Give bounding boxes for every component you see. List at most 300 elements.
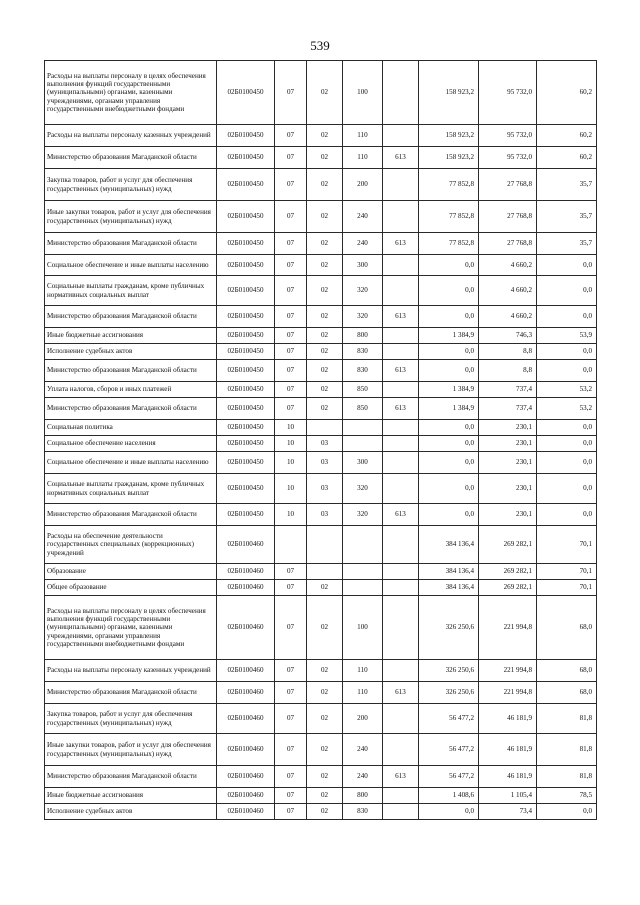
cell-admin bbox=[383, 255, 419, 276]
cell-subsection bbox=[307, 420, 343, 436]
cell-fact: 8,8 bbox=[479, 344, 537, 360]
cell-expense-type: 850 bbox=[343, 382, 383, 398]
cell-name: Образование bbox=[45, 564, 217, 580]
cell-expense-type: 200 bbox=[343, 704, 383, 734]
cell-admin bbox=[383, 474, 419, 504]
cell-percent: 0,0 bbox=[537, 276, 597, 306]
cell-fact: 221 994,8 bbox=[479, 660, 537, 682]
cell-fact: 46 181,9 bbox=[479, 734, 537, 766]
cell-subsection: 03 bbox=[307, 504, 343, 526]
table-row bbox=[45, 436, 597, 452]
cell-fact: 269 282,1 bbox=[479, 564, 537, 580]
cell-expense-type bbox=[343, 526, 383, 564]
cell-plan: 0,0 bbox=[419, 504, 479, 526]
cell-name: Расходы на обеспечение деятельности государственных специальных (коррекционных) учреждений bbox=[45, 526, 217, 564]
cell-admin: 613 bbox=[383, 682, 419, 704]
table-row bbox=[45, 580, 597, 596]
cell-code: 02Б0100450 bbox=[217, 398, 275, 420]
cell-expense-type: 320 bbox=[343, 504, 383, 526]
cell-admin bbox=[383, 420, 419, 436]
cell-percent: 35,7 bbox=[537, 233, 597, 255]
cell-expense-type: 200 bbox=[343, 169, 383, 201]
cell-admin bbox=[383, 201, 419, 233]
cell-name: Министерство образования Магаданской области bbox=[45, 360, 217, 382]
cell-section: 07 bbox=[275, 788, 307, 804]
cell-expense-type: 830 bbox=[343, 804, 383, 820]
cell-subsection: 02 bbox=[307, 233, 343, 255]
cell-percent: 0,0 bbox=[537, 344, 597, 360]
cell-section: 10 bbox=[275, 420, 307, 436]
cell-expense-type: 830 bbox=[343, 360, 383, 382]
cell-section: 07 bbox=[275, 201, 307, 233]
cell-admin bbox=[383, 804, 419, 820]
cell-subsection: 03 bbox=[307, 436, 343, 452]
cell-code: 02Б0100450 bbox=[217, 147, 275, 169]
cell-section: 07 bbox=[275, 276, 307, 306]
cell-fact: 73,4 bbox=[479, 804, 537, 820]
cell-admin bbox=[383, 526, 419, 564]
cell-section: 07 bbox=[275, 766, 307, 788]
cell-name: Министерство образования Магаданской области bbox=[45, 682, 217, 704]
cell-fact: 221 994,8 bbox=[479, 682, 537, 704]
cell-section: 07 bbox=[275, 344, 307, 360]
cell-section: 07 bbox=[275, 704, 307, 734]
cell-section: 07 bbox=[275, 580, 307, 596]
cell-code: 02Б0100450 bbox=[217, 276, 275, 306]
cell-plan: 384 136,4 bbox=[419, 580, 479, 596]
cell-subsection: 02 bbox=[307, 255, 343, 276]
cell-subsection: 02 bbox=[307, 804, 343, 820]
cell-name: Министерство образования Магаданской области bbox=[45, 766, 217, 788]
cell-expense-type bbox=[343, 420, 383, 436]
cell-expense-type bbox=[343, 580, 383, 596]
cell-code: 02Б0100450 bbox=[217, 420, 275, 436]
cell-subsection: 02 bbox=[307, 328, 343, 344]
cell-admin bbox=[383, 125, 419, 147]
page-number: 539 bbox=[310, 38, 330, 53]
cell-fact: 4 660,2 bbox=[479, 255, 537, 276]
cell-fact: 737,4 bbox=[479, 398, 537, 420]
cell-section: 07 bbox=[275, 125, 307, 147]
cell-fact: 269 282,1 bbox=[479, 580, 537, 596]
cell-name: Социальные выплаты гражданам, кроме публичных нормативных социальных выплат bbox=[45, 474, 217, 504]
cell-subsection: 02 bbox=[307, 276, 343, 306]
cell-name: Общее образование bbox=[45, 580, 217, 596]
cell-percent: 0,0 bbox=[537, 804, 597, 820]
cell-plan: 0,0 bbox=[419, 276, 479, 306]
cell-code: 02Б0100450 bbox=[217, 306, 275, 328]
cell-code: 02Б0100450 bbox=[217, 201, 275, 233]
cell-percent: 81,8 bbox=[537, 766, 597, 788]
cell-expense-type: 240 bbox=[343, 201, 383, 233]
cell-fact: 95 732,0 bbox=[479, 61, 537, 125]
cell-percent: 0,0 bbox=[537, 436, 597, 452]
cell-name: Исполнение судебных актов bbox=[45, 804, 217, 820]
cell-section: 07 bbox=[275, 61, 307, 125]
cell-code: 02Б0100450 bbox=[217, 328, 275, 344]
cell-plan: 0,0 bbox=[419, 360, 479, 382]
cell-expense-type: 320 bbox=[343, 474, 383, 504]
cell-subsection: 02 bbox=[307, 734, 343, 766]
cell-name: Уплата налогов, сборов и иных платежей bbox=[45, 382, 217, 398]
cell-expense-type: 240 bbox=[343, 766, 383, 788]
cell-fact: 230,1 bbox=[479, 504, 537, 526]
cell-fact: 46 181,9 bbox=[479, 766, 537, 788]
cell-expense-type: 300 bbox=[343, 255, 383, 276]
cell-fact: 4 660,2 bbox=[479, 306, 537, 328]
cell-admin: 613 bbox=[383, 504, 419, 526]
cell-subsection: 02 bbox=[307, 788, 343, 804]
cell-expense-type: 110 bbox=[343, 660, 383, 682]
cell-name: Министерство образования Магаданской области bbox=[45, 147, 217, 169]
cell-admin: 613 bbox=[383, 147, 419, 169]
cell-plan: 158 923,2 bbox=[419, 147, 479, 169]
cell-code: 02Б0100460 bbox=[217, 564, 275, 580]
cell-subsection bbox=[307, 564, 343, 580]
cell-expense-type: 110 bbox=[343, 125, 383, 147]
table-row bbox=[45, 452, 597, 474]
cell-plan: 326 250,6 bbox=[419, 682, 479, 704]
cell-name: Иные бюджетные ассигнования bbox=[45, 788, 217, 804]
cell-plan: 0,0 bbox=[419, 420, 479, 436]
cell-percent: 70,1 bbox=[537, 580, 597, 596]
cell-percent: 68,0 bbox=[537, 682, 597, 704]
cell-name: Социальная политика bbox=[45, 420, 217, 436]
cell-plan: 56 477,2 bbox=[419, 734, 479, 766]
cell-name: Исполнение судебных актов bbox=[45, 344, 217, 360]
cell-name: Закупка товаров, работ и услуг для обеспечения государственных (муниципальных) нужд bbox=[45, 169, 217, 201]
cell-section: 07 bbox=[275, 233, 307, 255]
cell-code: 02Б0100450 bbox=[217, 474, 275, 504]
cell-section: 07 bbox=[275, 169, 307, 201]
cell-percent: 81,8 bbox=[537, 704, 597, 734]
cell-section: 07 bbox=[275, 660, 307, 682]
cell-section: 07 bbox=[275, 328, 307, 344]
cell-percent: 0,0 bbox=[537, 504, 597, 526]
cell-section: 07 bbox=[275, 382, 307, 398]
cell-expense-type: 240 bbox=[343, 734, 383, 766]
cell-expense-type: 800 bbox=[343, 788, 383, 804]
cell-subsection: 02 bbox=[307, 398, 343, 420]
cell-fact: 221 994,8 bbox=[479, 596, 537, 660]
table-row bbox=[45, 766, 597, 788]
cell-plan: 326 250,6 bbox=[419, 660, 479, 682]
cell-plan: 1 384,9 bbox=[419, 382, 479, 398]
cell-admin bbox=[383, 596, 419, 660]
table-row bbox=[45, 420, 597, 436]
cell-name: Расходы на выплаты персоналу в целях обеспечения выполнения функций государственными (муниципальными) органами, казенными учреждениями, органами управления государственными внебюджетными фондами bbox=[45, 596, 217, 660]
cell-section: 10 bbox=[275, 504, 307, 526]
table-row bbox=[45, 382, 597, 398]
cell-admin bbox=[383, 660, 419, 682]
cell-code: 02Б0100460 bbox=[217, 660, 275, 682]
cell-section: 07 bbox=[275, 398, 307, 420]
table-row bbox=[45, 328, 597, 344]
cell-admin: 613 bbox=[383, 233, 419, 255]
cell-subsection: 02 bbox=[307, 596, 343, 660]
cell-percent: 0,0 bbox=[537, 452, 597, 474]
cell-code: 02Б0100450 bbox=[217, 344, 275, 360]
cell-section: 07 bbox=[275, 596, 307, 660]
cell-fact: 1 105,4 bbox=[479, 788, 537, 804]
cell-fact: 269 282,1 bbox=[479, 526, 537, 564]
cell-admin bbox=[383, 344, 419, 360]
cell-fact: 27 768,8 bbox=[479, 169, 537, 201]
cell-percent: 60,2 bbox=[537, 61, 597, 125]
cell-fact: 46 181,9 bbox=[479, 704, 537, 734]
cell-percent: 35,7 bbox=[537, 201, 597, 233]
table-row bbox=[45, 504, 597, 526]
cell-code: 02Б0100450 bbox=[217, 382, 275, 398]
table-row bbox=[45, 804, 597, 820]
cell-admin: 613 bbox=[383, 360, 419, 382]
cell-section: 07 bbox=[275, 804, 307, 820]
table-row bbox=[45, 564, 597, 580]
cell-code: 02Б0100460 bbox=[217, 766, 275, 788]
cell-name: Иные закупки товаров, работ и услуг для обеспечения государственных (муниципальных) нужд bbox=[45, 734, 217, 766]
cell-section: 07 bbox=[275, 734, 307, 766]
cell-subsection: 02 bbox=[307, 125, 343, 147]
table-row bbox=[45, 474, 597, 504]
table-row bbox=[45, 596, 597, 660]
table-row bbox=[45, 344, 597, 360]
table-row bbox=[45, 255, 597, 276]
cell-admin bbox=[383, 382, 419, 398]
table-row bbox=[45, 682, 597, 704]
cell-fact: 95 732,0 bbox=[479, 125, 537, 147]
cell-admin bbox=[383, 328, 419, 344]
cell-subsection: 02 bbox=[307, 360, 343, 382]
cell-subsection: 02 bbox=[307, 201, 343, 233]
cell-plan: 384 136,4 bbox=[419, 526, 479, 564]
cell-subsection: 03 bbox=[307, 474, 343, 504]
cell-percent: 35,7 bbox=[537, 169, 597, 201]
cell-name: Социальные выплаты гражданам, кроме публичных нормативных социальных выплат bbox=[45, 276, 217, 306]
cell-plan: 56 477,2 bbox=[419, 766, 479, 788]
cell-percent: 0,0 bbox=[537, 474, 597, 504]
cell-expense-type bbox=[343, 564, 383, 580]
cell-section: 10 bbox=[275, 436, 307, 452]
cell-subsection: 02 bbox=[307, 306, 343, 328]
cell-percent: 81,8 bbox=[537, 734, 597, 766]
cell-code: 02Б0100450 bbox=[217, 436, 275, 452]
table-row bbox=[45, 788, 597, 804]
table-row bbox=[45, 660, 597, 682]
cell-admin: 613 bbox=[383, 766, 419, 788]
table-row bbox=[45, 360, 597, 382]
cell-expense-type: 110 bbox=[343, 147, 383, 169]
cell-percent: 70,1 bbox=[537, 526, 597, 564]
cell-code: 02Б0100450 bbox=[217, 255, 275, 276]
cell-percent: 0,0 bbox=[537, 360, 597, 382]
cell-section: 07 bbox=[275, 255, 307, 276]
cell-subsection: 02 bbox=[307, 580, 343, 596]
cell-plan: 1 384,9 bbox=[419, 328, 479, 344]
cell-code: 02Б0100460 bbox=[217, 788, 275, 804]
cell-percent: 60,2 bbox=[537, 125, 597, 147]
cell-expense-type: 240 bbox=[343, 233, 383, 255]
cell-percent: 78,5 bbox=[537, 788, 597, 804]
cell-percent: 0,0 bbox=[537, 306, 597, 328]
cell-subsection: 02 bbox=[307, 382, 343, 398]
cell-admin bbox=[383, 704, 419, 734]
cell-subsection: 02 bbox=[307, 704, 343, 734]
cell-expense-type bbox=[343, 436, 383, 452]
table-row bbox=[45, 201, 597, 233]
cell-admin bbox=[383, 452, 419, 474]
cell-section: 07 bbox=[275, 306, 307, 328]
cell-name: Министерство образования Магаданской области bbox=[45, 504, 217, 526]
cell-plan: 77 852,8 bbox=[419, 169, 479, 201]
cell-name: Иные закупки товаров, работ и услуг для обеспечения государственных (муниципальных) нужд bbox=[45, 201, 217, 233]
budget-table bbox=[44, 60, 597, 820]
cell-expense-type: 110 bbox=[343, 682, 383, 704]
cell-plan: 0,0 bbox=[419, 306, 479, 328]
cell-expense-type: 320 bbox=[343, 276, 383, 306]
cell-percent: 53,9 bbox=[537, 328, 597, 344]
cell-admin bbox=[383, 788, 419, 804]
cell-code: 02Б0100450 bbox=[217, 452, 275, 474]
cell-section: 07 bbox=[275, 564, 307, 580]
cell-code: 02Б0100450 bbox=[217, 233, 275, 255]
cell-expense-type: 830 bbox=[343, 344, 383, 360]
table-row bbox=[45, 734, 597, 766]
cell-admin bbox=[383, 734, 419, 766]
cell-percent: 0,0 bbox=[537, 255, 597, 276]
cell-code: 02Б0100450 bbox=[217, 360, 275, 382]
cell-percent: 53,2 bbox=[537, 382, 597, 398]
cell-name: Расходы на выплаты персоналу в целях обеспечения выполнения функций государственными (муниципальными) органами, казенными учреждениями, органами управления государственными внебюджетными фондами bbox=[45, 61, 217, 125]
cell-name: Министерство образования Магаданской области bbox=[45, 233, 217, 255]
cell-plan: 77 852,8 bbox=[419, 233, 479, 255]
cell-section bbox=[275, 526, 307, 564]
table-row bbox=[45, 526, 597, 564]
cell-subsection: 02 bbox=[307, 660, 343, 682]
cell-percent: 0,0 bbox=[537, 420, 597, 436]
cell-code: 02Б0100450 bbox=[217, 61, 275, 125]
cell-code: 02Б0100460 bbox=[217, 682, 275, 704]
cell-expense-type: 320 bbox=[343, 306, 383, 328]
table-row bbox=[45, 306, 597, 328]
cell-name: Расходы на выплаты персоналу казенных учреждений bbox=[45, 660, 217, 682]
cell-admin bbox=[383, 436, 419, 452]
cell-admin: 613 bbox=[383, 398, 419, 420]
cell-plan: 0,0 bbox=[419, 436, 479, 452]
cell-expense-type: 100 bbox=[343, 596, 383, 660]
cell-plan: 0,0 bbox=[419, 255, 479, 276]
cell-subsection: 02 bbox=[307, 344, 343, 360]
cell-expense-type: 850 bbox=[343, 398, 383, 420]
cell-code: 02Б0100450 bbox=[217, 169, 275, 201]
cell-plan: 77 852,8 bbox=[419, 201, 479, 233]
table-row bbox=[45, 125, 597, 147]
cell-plan: 0,0 bbox=[419, 344, 479, 360]
cell-name: Министерство образования Магаданской области bbox=[45, 306, 217, 328]
cell-percent: 60,2 bbox=[537, 147, 597, 169]
cell-plan: 0,0 bbox=[419, 474, 479, 504]
cell-admin: 613 bbox=[383, 306, 419, 328]
cell-fact: 746,3 bbox=[479, 328, 537, 344]
cell-admin bbox=[383, 169, 419, 201]
table-row bbox=[45, 704, 597, 734]
cell-expense-type: 300 bbox=[343, 452, 383, 474]
cell-code: 02Б0100460 bbox=[217, 704, 275, 734]
cell-name: Закупка товаров, работ и услуг для обеспечения государственных (муниципальных) нужд bbox=[45, 704, 217, 734]
cell-percent: 53,2 bbox=[537, 398, 597, 420]
cell-section: 10 bbox=[275, 474, 307, 504]
table-row bbox=[45, 276, 597, 306]
table-row bbox=[45, 61, 597, 125]
cell-plan: 326 250,6 bbox=[419, 596, 479, 660]
cell-admin bbox=[383, 61, 419, 125]
cell-section: 10 bbox=[275, 452, 307, 474]
cell-subsection bbox=[307, 526, 343, 564]
cell-subsection: 02 bbox=[307, 766, 343, 788]
cell-name: Социальное обеспечение и иные выплаты населению bbox=[45, 255, 217, 276]
cell-name: Социальное обеспечение населения bbox=[45, 436, 217, 452]
cell-code: 02Б0100450 bbox=[217, 504, 275, 526]
table-row bbox=[45, 398, 597, 420]
cell-expense-type: 100 bbox=[343, 61, 383, 125]
cell-fact: 27 768,8 bbox=[479, 233, 537, 255]
table-body bbox=[45, 61, 597, 820]
cell-code: 02Б0100460 bbox=[217, 734, 275, 766]
cell-fact: 230,1 bbox=[479, 452, 537, 474]
cell-name: Социальное обеспечение и иные выплаты населению bbox=[45, 452, 217, 474]
cell-percent: 68,0 bbox=[537, 596, 597, 660]
cell-code: 02Б0100460 bbox=[217, 526, 275, 564]
cell-fact: 8,8 bbox=[479, 360, 537, 382]
table-row bbox=[45, 169, 597, 201]
cell-subsection: 03 bbox=[307, 452, 343, 474]
cell-subsection: 02 bbox=[307, 169, 343, 201]
table-row bbox=[45, 147, 597, 169]
cell-plan: 56 477,2 bbox=[419, 704, 479, 734]
cell-plan: 158 923,2 bbox=[419, 125, 479, 147]
cell-plan: 0,0 bbox=[419, 804, 479, 820]
cell-fact: 4 660,2 bbox=[479, 276, 537, 306]
cell-fact: 27 768,8 bbox=[479, 201, 537, 233]
cell-percent: 70,1 bbox=[537, 564, 597, 580]
cell-subsection: 02 bbox=[307, 61, 343, 125]
cell-percent: 68,0 bbox=[537, 660, 597, 682]
cell-subsection: 02 bbox=[307, 147, 343, 169]
table-row bbox=[45, 233, 597, 255]
cell-plan: 384 136,4 bbox=[419, 564, 479, 580]
cell-expense-type: 800 bbox=[343, 328, 383, 344]
cell-name: Иные бюджетные ассигнования bbox=[45, 328, 217, 344]
cell-fact: 230,1 bbox=[479, 474, 537, 504]
cell-section: 07 bbox=[275, 360, 307, 382]
cell-admin bbox=[383, 564, 419, 580]
cell-fact: 230,1 bbox=[479, 436, 537, 452]
cell-fact: 230,1 bbox=[479, 420, 537, 436]
cell-plan: 1 408,6 bbox=[419, 788, 479, 804]
cell-name: Расходы на выплаты персоналу казенных учреждений bbox=[45, 125, 217, 147]
cell-admin bbox=[383, 276, 419, 306]
cell-admin bbox=[383, 580, 419, 596]
cell-plan: 0,0 bbox=[419, 452, 479, 474]
cell-plan: 158 923,2 bbox=[419, 61, 479, 125]
cell-fact: 95 732,0 bbox=[479, 147, 537, 169]
cell-code: 02Б0100450 bbox=[217, 125, 275, 147]
cell-code: 02Б0100460 bbox=[217, 804, 275, 820]
cell-fact: 737,4 bbox=[479, 382, 537, 398]
cell-subsection: 02 bbox=[307, 682, 343, 704]
cell-plan: 1 384,9 bbox=[419, 398, 479, 420]
cell-section: 07 bbox=[275, 147, 307, 169]
cell-section: 07 bbox=[275, 682, 307, 704]
